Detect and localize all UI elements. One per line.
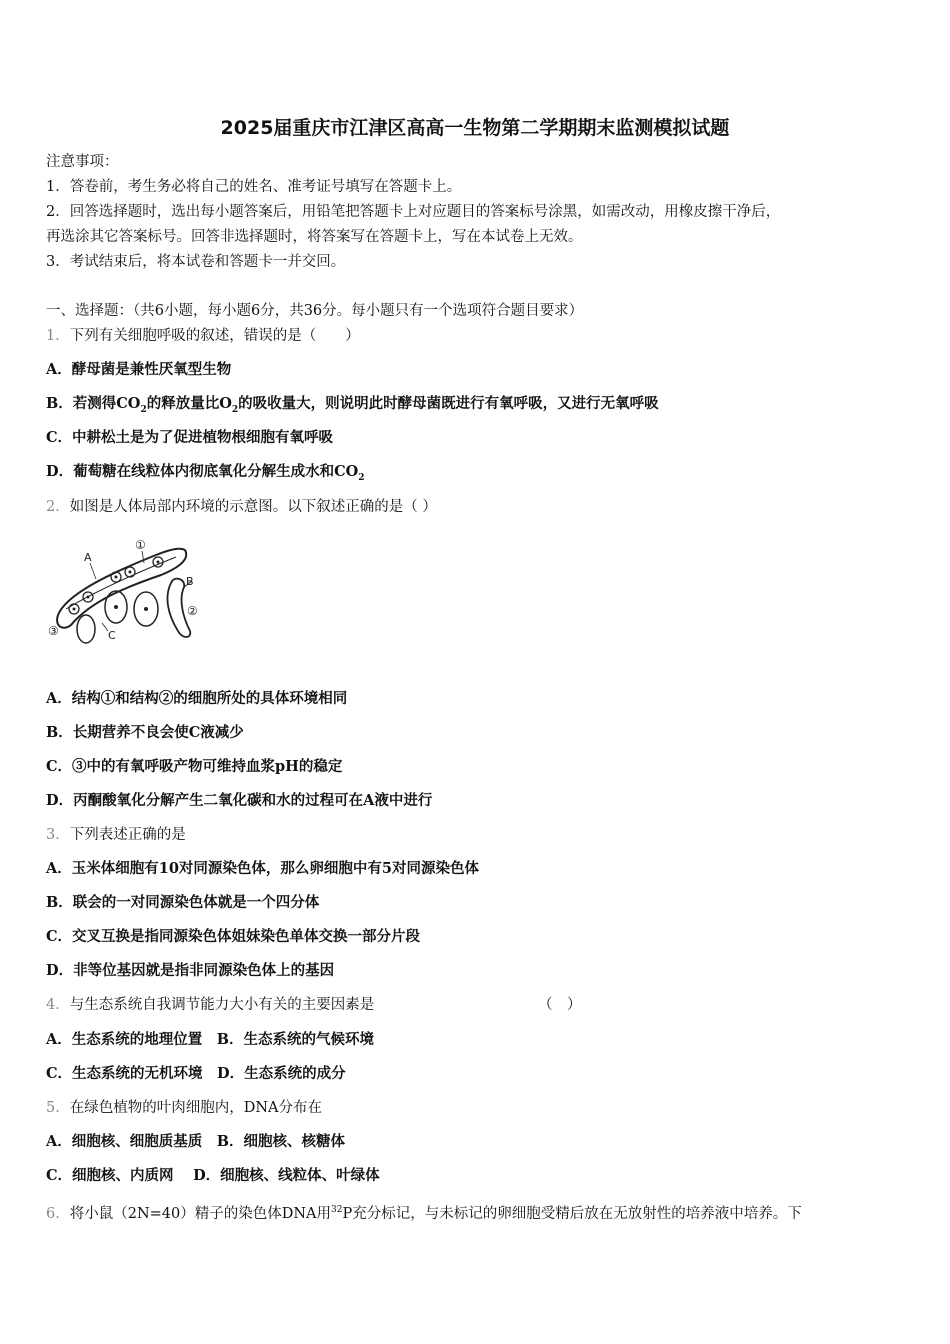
question-number: 6．	[46, 1205, 70, 1222]
option-text: 的吸收量大，则说明此时酵母菌既进行有氧呼吸，又进行无氧呼吸	[238, 395, 659, 412]
option-b	[46, 394, 659, 420]
subscript: 2	[140, 404, 147, 415]
question-1	[46, 326, 360, 346]
notice-item: 1．答卷前，考生务必将自己的姓名、准考证号填写在答题卡上。	[46, 179, 462, 195]
option-c: C．交叉互换是指同源染色体姐妹染色单体交换一部分片段	[46, 928, 421, 945]
option-a: A．结构①和结构②的细胞所处的具体环境相同	[46, 690, 348, 707]
options-cd: C．细胞核、内质网 D．细胞核、线粒体、叶绿体	[46, 1167, 380, 1184]
option-a: A．玉米体细胞有10对同源染色体，那么卵细胞中有5对同源染色体	[46, 860, 480, 877]
question-5	[46, 1098, 322, 1118]
notice-item: 再选涂其它答案标号。回答非选择题时，将答案写在答题卡上，写在本试卷上无效。	[46, 229, 583, 245]
question-2	[46, 497, 437, 517]
option-c: C．③中的有氧呼吸产物可维持血浆pH的稳定	[46, 758, 343, 775]
option-d: D．丙酮酸氧化分解产生二氧化碳和水的过程可在A液中进行	[46, 792, 433, 809]
question-stem: P充分标记，与未标记的卵细胞受精后放在无放射性的培养液中培养。下	[342, 1205, 802, 1222]
question-stem: 如图是人体局部内环境的示意图。以下叙述正确的是（ ）	[69, 499, 437, 515]
options-ab: A．细胞核、细胞质基质 B．细胞核、核糖体	[46, 1133, 346, 1150]
option-b: B．长期营养不良会使C液减少	[46, 724, 244, 741]
option-c: C．中耕松土是为了促进植物根细胞有氧呼吸	[46, 429, 334, 446]
answer-paren: （ ）	[538, 997, 582, 1013]
question-number: 3．	[46, 827, 70, 843]
question-stem: 下列表述正确的是	[69, 827, 186, 843]
option-text: 的释放量比O	[146, 395, 232, 412]
question-number: 1．	[46, 328, 70, 344]
question-stem: 在绿色植物的叶肉细胞内，DNA分布在	[69, 1100, 323, 1116]
option-d: D．非等位基因就是指非同源染色体上的基因	[46, 962, 335, 979]
question-6	[46, 1200, 802, 1224]
label-a: A	[84, 551, 92, 564]
internal-environment-diagram	[46, 535, 211, 645]
option-b: B．联会的一对同源染色体就是一个四分体	[46, 894, 320, 911]
option-a: A．酵母菌是兼性厌氧型生物	[46, 361, 232, 378]
subscript: 2	[358, 472, 365, 483]
question-4	[46, 995, 374, 1015]
options-ab: A．生态系统的地理位置 B．生态系统的气候环境	[46, 1031, 375, 1048]
option-text: D．葡萄糖在线粒体内彻底氧化分解生成水和CO	[46, 463, 359, 480]
label-2: ②	[187, 604, 198, 618]
notice-item: 3．考试结束后，将本试卷和答题卡一并交回。	[46, 254, 346, 270]
subscript: 2	[231, 404, 239, 415]
question-stem: 将小鼠（2N=40）精子的染色体DNA用	[69, 1205, 332, 1222]
notice-item: 2．回答选择题时，选出每小题答案后，用铅笔把答题卡上对应题目的答案标号涂黑，如需改动，用橡皮擦干净后，	[46, 204, 781, 220]
label-b: B	[186, 575, 194, 588]
question-number: 2．	[46, 499, 70, 515]
question-number: 4．	[46, 997, 70, 1013]
label-3: ③	[48, 624, 59, 638]
question-stem: 下列有关细胞呼吸的叙述，错误的是（ ）	[69, 328, 360, 344]
label-c: C	[108, 629, 116, 642]
question-number: 5．	[46, 1100, 70, 1116]
question-stem: 与生态系统自我调节能力大小有关的主要因素是	[69, 997, 375, 1013]
option-d	[46, 462, 365, 488]
question-3	[46, 825, 186, 845]
page-title: 2025届重庆市江津区高高一生物第二学期期末监测模拟试题	[220, 117, 730, 139]
notice-heading: 注意事项：	[46, 154, 119, 170]
option-text: B．若测得CO	[46, 395, 141, 412]
label-1: ①	[135, 538, 146, 552]
superscript: 32	[331, 1205, 343, 1215]
section-heading: 一、选择题：（共6小题，每小题6分，共36分。每小题只有一个选项符合题目要求）	[46, 303, 584, 319]
options-cd: C．生态系统的无机环境 D．生态系统的成分	[46, 1065, 346, 1082]
